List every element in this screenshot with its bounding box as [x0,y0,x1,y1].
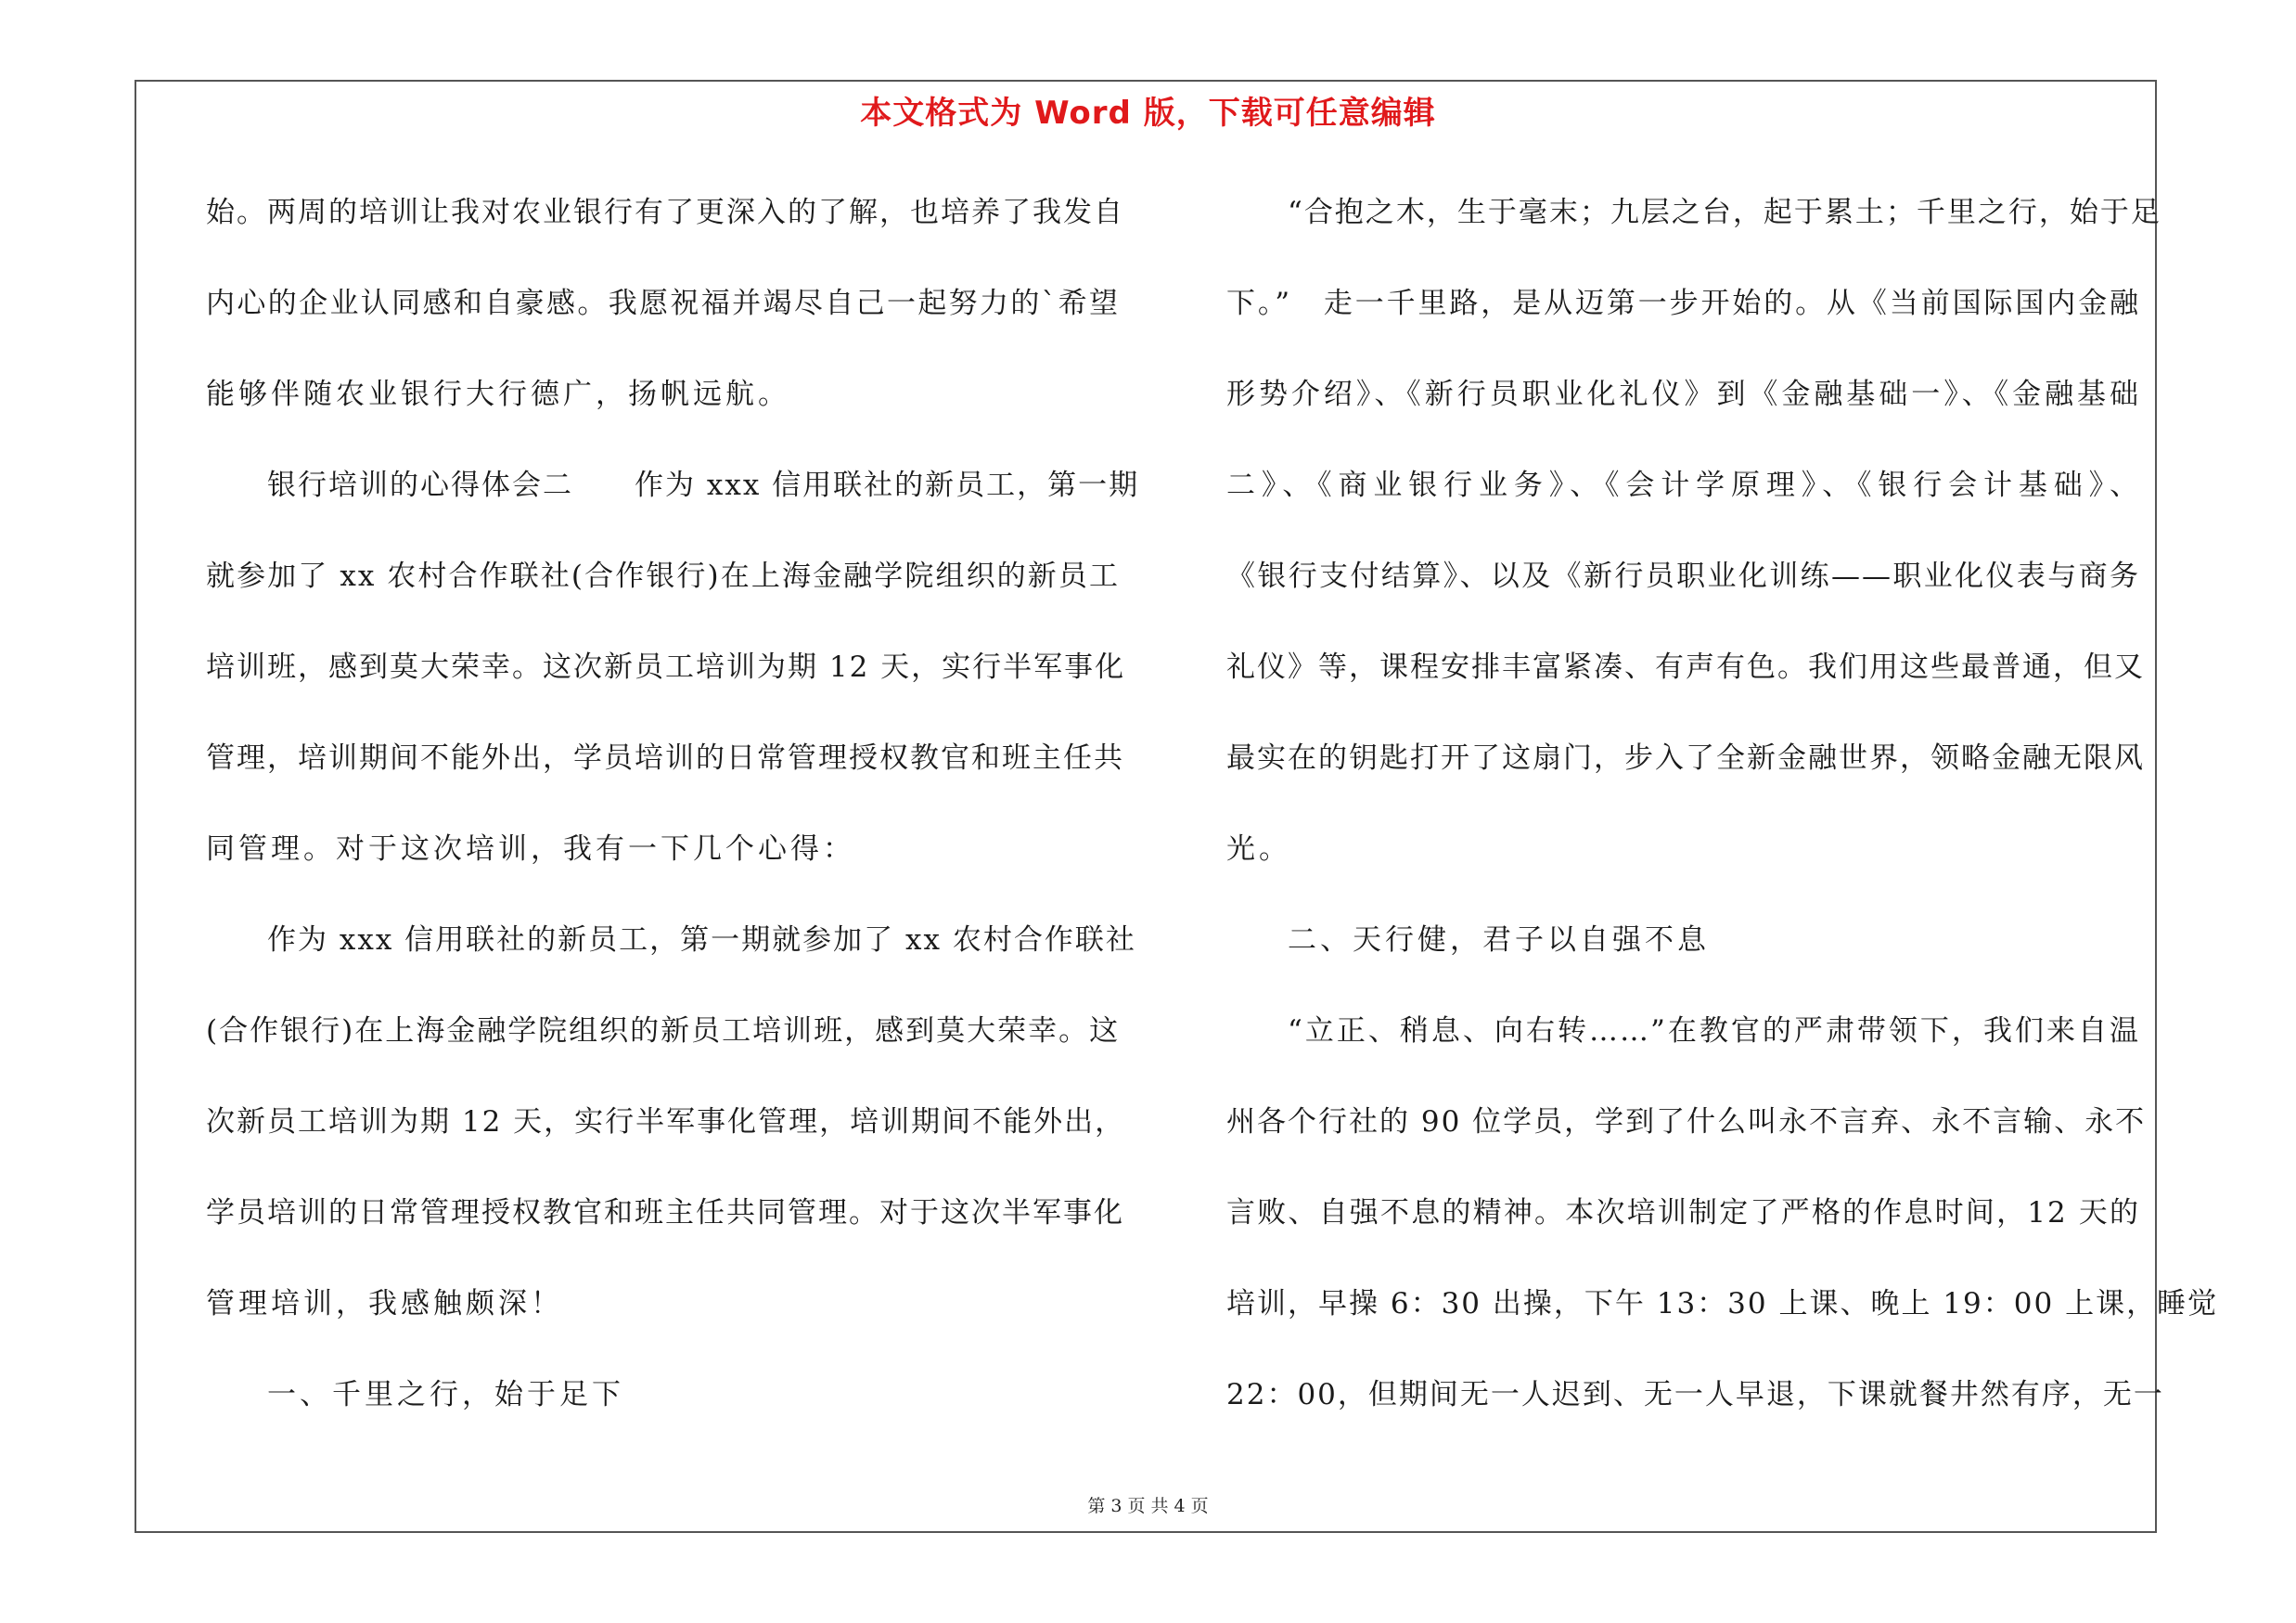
text-line: 二》、《商业银行业务》、《会计学原理》、《银行会计基础》、 [1226,469,2140,502]
text-line: 培训，早操 6：30 出操，下午 13：30 上课、晚上 19：00 上课，睡觉 [1226,1287,2219,1320]
text-line: “合抱之木，生于毫末；九层之台，起于累土；千里之行，始于足 [1288,196,2161,229]
page-number-footer: 第 3 页 共 4 页 [1087,1496,1209,1516]
text-line: 光。 [1226,832,1291,866]
text-line: 最实在的钥匙打开了这扇门，步入了全新金融世界，领略金融无限风 [1226,741,2145,775]
section-heading: 二、天行健，君子以自强不息 [1288,923,1710,957]
text-line: 礼仪》等，课程安排丰富紧凑、有声有色。我们用这些最普通，但又 [1226,650,2145,684]
format-notice-banner: 本文格式为 Word 版，下载可任意编辑 [860,95,1436,132]
text-line: 《银行支付结算》、以及《新行员职业化训练——职业化仪表与商务 [1226,560,2140,593]
text-line: 学员培训的日常管理授权教官和班主任共同管理。对于这次半军事化 [206,1196,1124,1230]
section-heading: 一、千里之行，始于足下 [267,1378,624,1411]
text-line: 同管理。对于这次培训，我有一下几个心得： [206,832,855,866]
text-line: 就参加了 xx 农村合作联社(合作银行)在上海金融学院组织的新员工 [206,560,1120,593]
text-line: 下。” 走一千里路，是从迈第一步开始的。从《当前国际国内金融 [1226,287,2140,320]
text-line: 言败、自强不息的精神。本次培训制定了严格的作息时间，12 天的 [1226,1196,2140,1230]
text-line: 次新员工培训为期 12 天，实行半军事化管理，培训期间不能外出， [206,1105,1126,1139]
text-line: 内心的企业认同感和自豪感。我愿祝福并竭尽自己一起努力的`希望 [206,287,1120,320]
text-line: 始。两周的培训让我对农业银行有了更深入的了解，也培养了我发自 [206,196,1124,229]
text-line: 作为 xxx 信用联社的新员工，第一期就参加了 xx 农村合作联社 [267,923,1136,957]
right-text-column [1226,182,2219,1455]
text-line: 管理，培训期间不能外出，学员培训的日常管理授权教官和班主任共 [206,741,1124,775]
text-line: 能够伴随农业银行大行德广，扬帆远航。 [206,378,790,411]
text-line: 形势介绍》、《新行员职业化礼仪》到《金融基础一》、《金融基础 [1226,378,2140,411]
left-text-column [206,182,1140,1455]
text-line: (合作银行)在上海金融学院组织的新员工培训班，感到莫大荣幸。这 [206,1014,1121,1048]
text-line: 培训班，感到莫大荣幸。这次新员工培训为期 12 天，实行半军事化 [206,650,1126,684]
text-line: 22：00，但期间无一人迟到、无一人早退，下课就餐井然有序，无一 [1226,1378,2164,1411]
text-line: 银行培训的心得体会二 作为 xxx 信用联社的新员工，第一期 [267,469,1140,502]
text-line: “立正、稍息、向右转……”在教官的严肃带领下，我们来自温 [1288,1014,2140,1048]
text-line: 管理培训，我感触颇深！ [206,1287,563,1320]
text-line: 州各个行社的 90 位学员，学到了什么叫永不言弃、永不言输、永不 [1226,1105,2147,1139]
